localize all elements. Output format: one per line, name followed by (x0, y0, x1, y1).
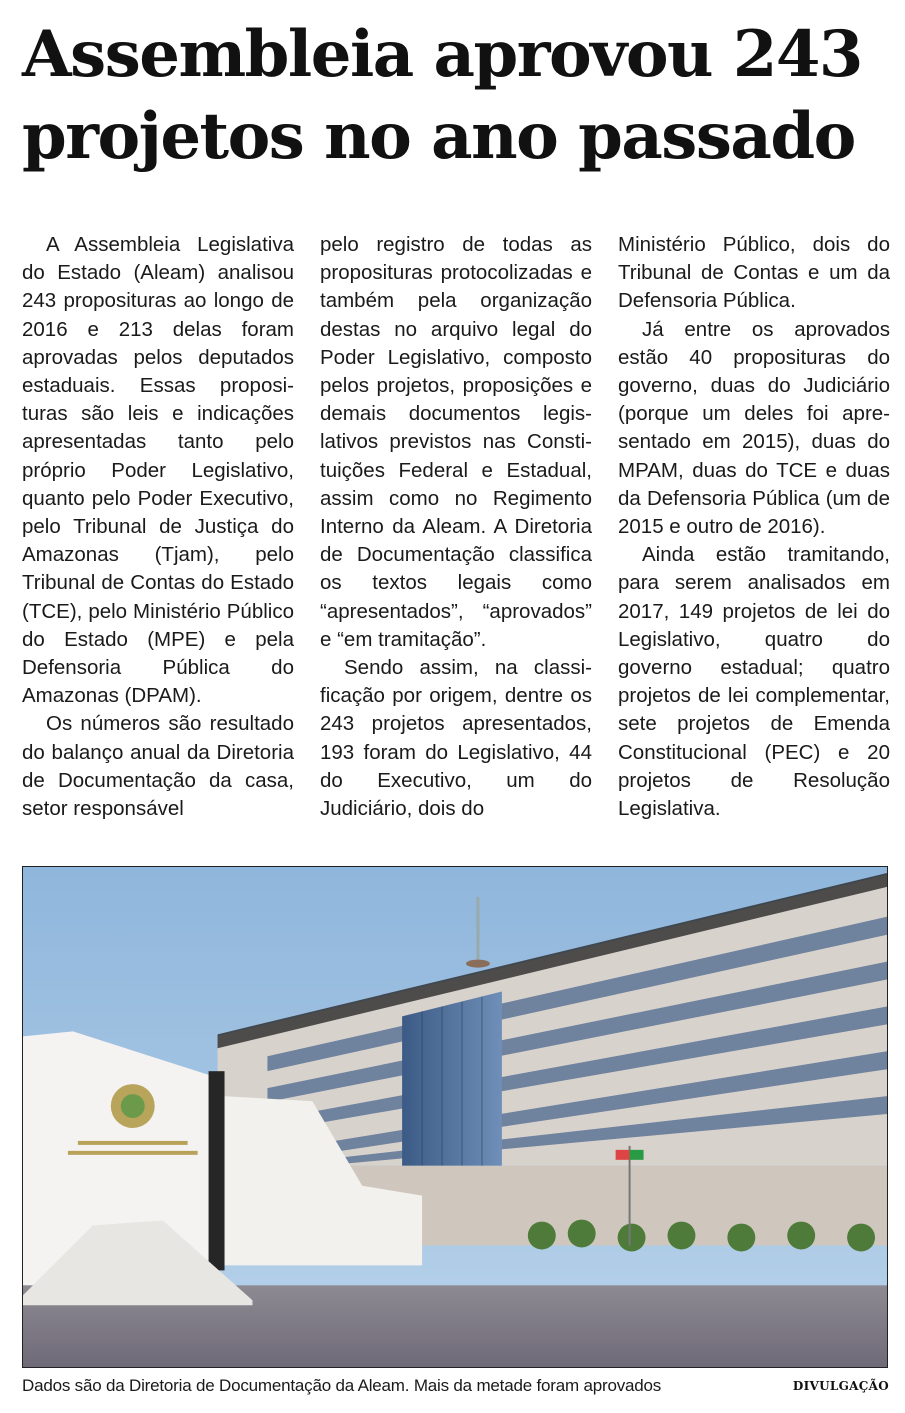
column-2 (320, 231, 592, 831)
paragraph: pelo registro de todas as proposituras protocolizadas e também pela organização destas no arquivo legal do Poder Legislativo, composto pelos projetos, proposições e demais documentos legislativos previstos nas Constituições Federal e Estadual, assim como no Regimento Interno da Aleam. A Diretoria de Documentação classifica os textos legais como “apresentados”, “aprovados” e “em tramitação”. (320, 233, 592, 651)
photo-caption: Dados são da Diretoria de Documentação da Aleam. Mais da metade foram aprovados (22, 1376, 662, 1395)
assembly-building-illustration (23, 867, 887, 1367)
column-1 (22, 231, 294, 831)
photo-credit: DIVULGAÇÃO (792, 1379, 889, 1393)
paragraph: Os números são resultado do balanço anual da Diretoria de Documentação da casa, setor responsável (22, 712, 294, 821)
article-body (22, 231, 890, 831)
building-photo (22, 866, 888, 1368)
column-3 (618, 231, 890, 831)
paragraph: Sendo assim, na classificação por origem, dentre os 243 projetos apresentados, 193 foram do Legislativo, 44 do Executivo, um do Judiciário, dois do (320, 656, 592, 821)
paragraph: Ministério Público, dois do Tribunal de Contas e um da Defensoria Pública. (618, 233, 890, 313)
paragraph: Ainda estão tramitando, para serem analisados em 2017, 149 projetos de lei do Legislativo, quatro do governo estadual; quatro projetos de lei complementar, sete projetos de Emenda Constitucional (PEC) e 20 projetos de Resolução Legislativa. (618, 543, 890, 821)
headline: Assembleia aprovou 243 projetos no ano passado (22, 17, 862, 174)
paragraph: Já entre os aprovados estão 40 proposituras do governo, duas do Judiciário (porque um deles foi apresentado em 2015), duas do MPAM, duas do TCE e duas da Defensoria Pública (um de 2015 e outro de 2016). (618, 317, 890, 539)
paragraph: A Assembleia Legislativa do Estado (Aleam) analisou 243 proposituras ao longo de 2016 e 213 delas foram aprovadas pelos deputados estaduais. Essas proposituras são leis e indicações apresentadas tanto pelo próprio Poder Legislativo, quanto pelo Poder Executivo, pelo Tribunal de Justiça do Amazonas (Tjam), pelo Tribunal de Contas do Estado (TCE), pelo Ministério Público do Estado (MPE) e pela Defensoria Pública do Amazonas (DPAM). (22, 233, 294, 708)
